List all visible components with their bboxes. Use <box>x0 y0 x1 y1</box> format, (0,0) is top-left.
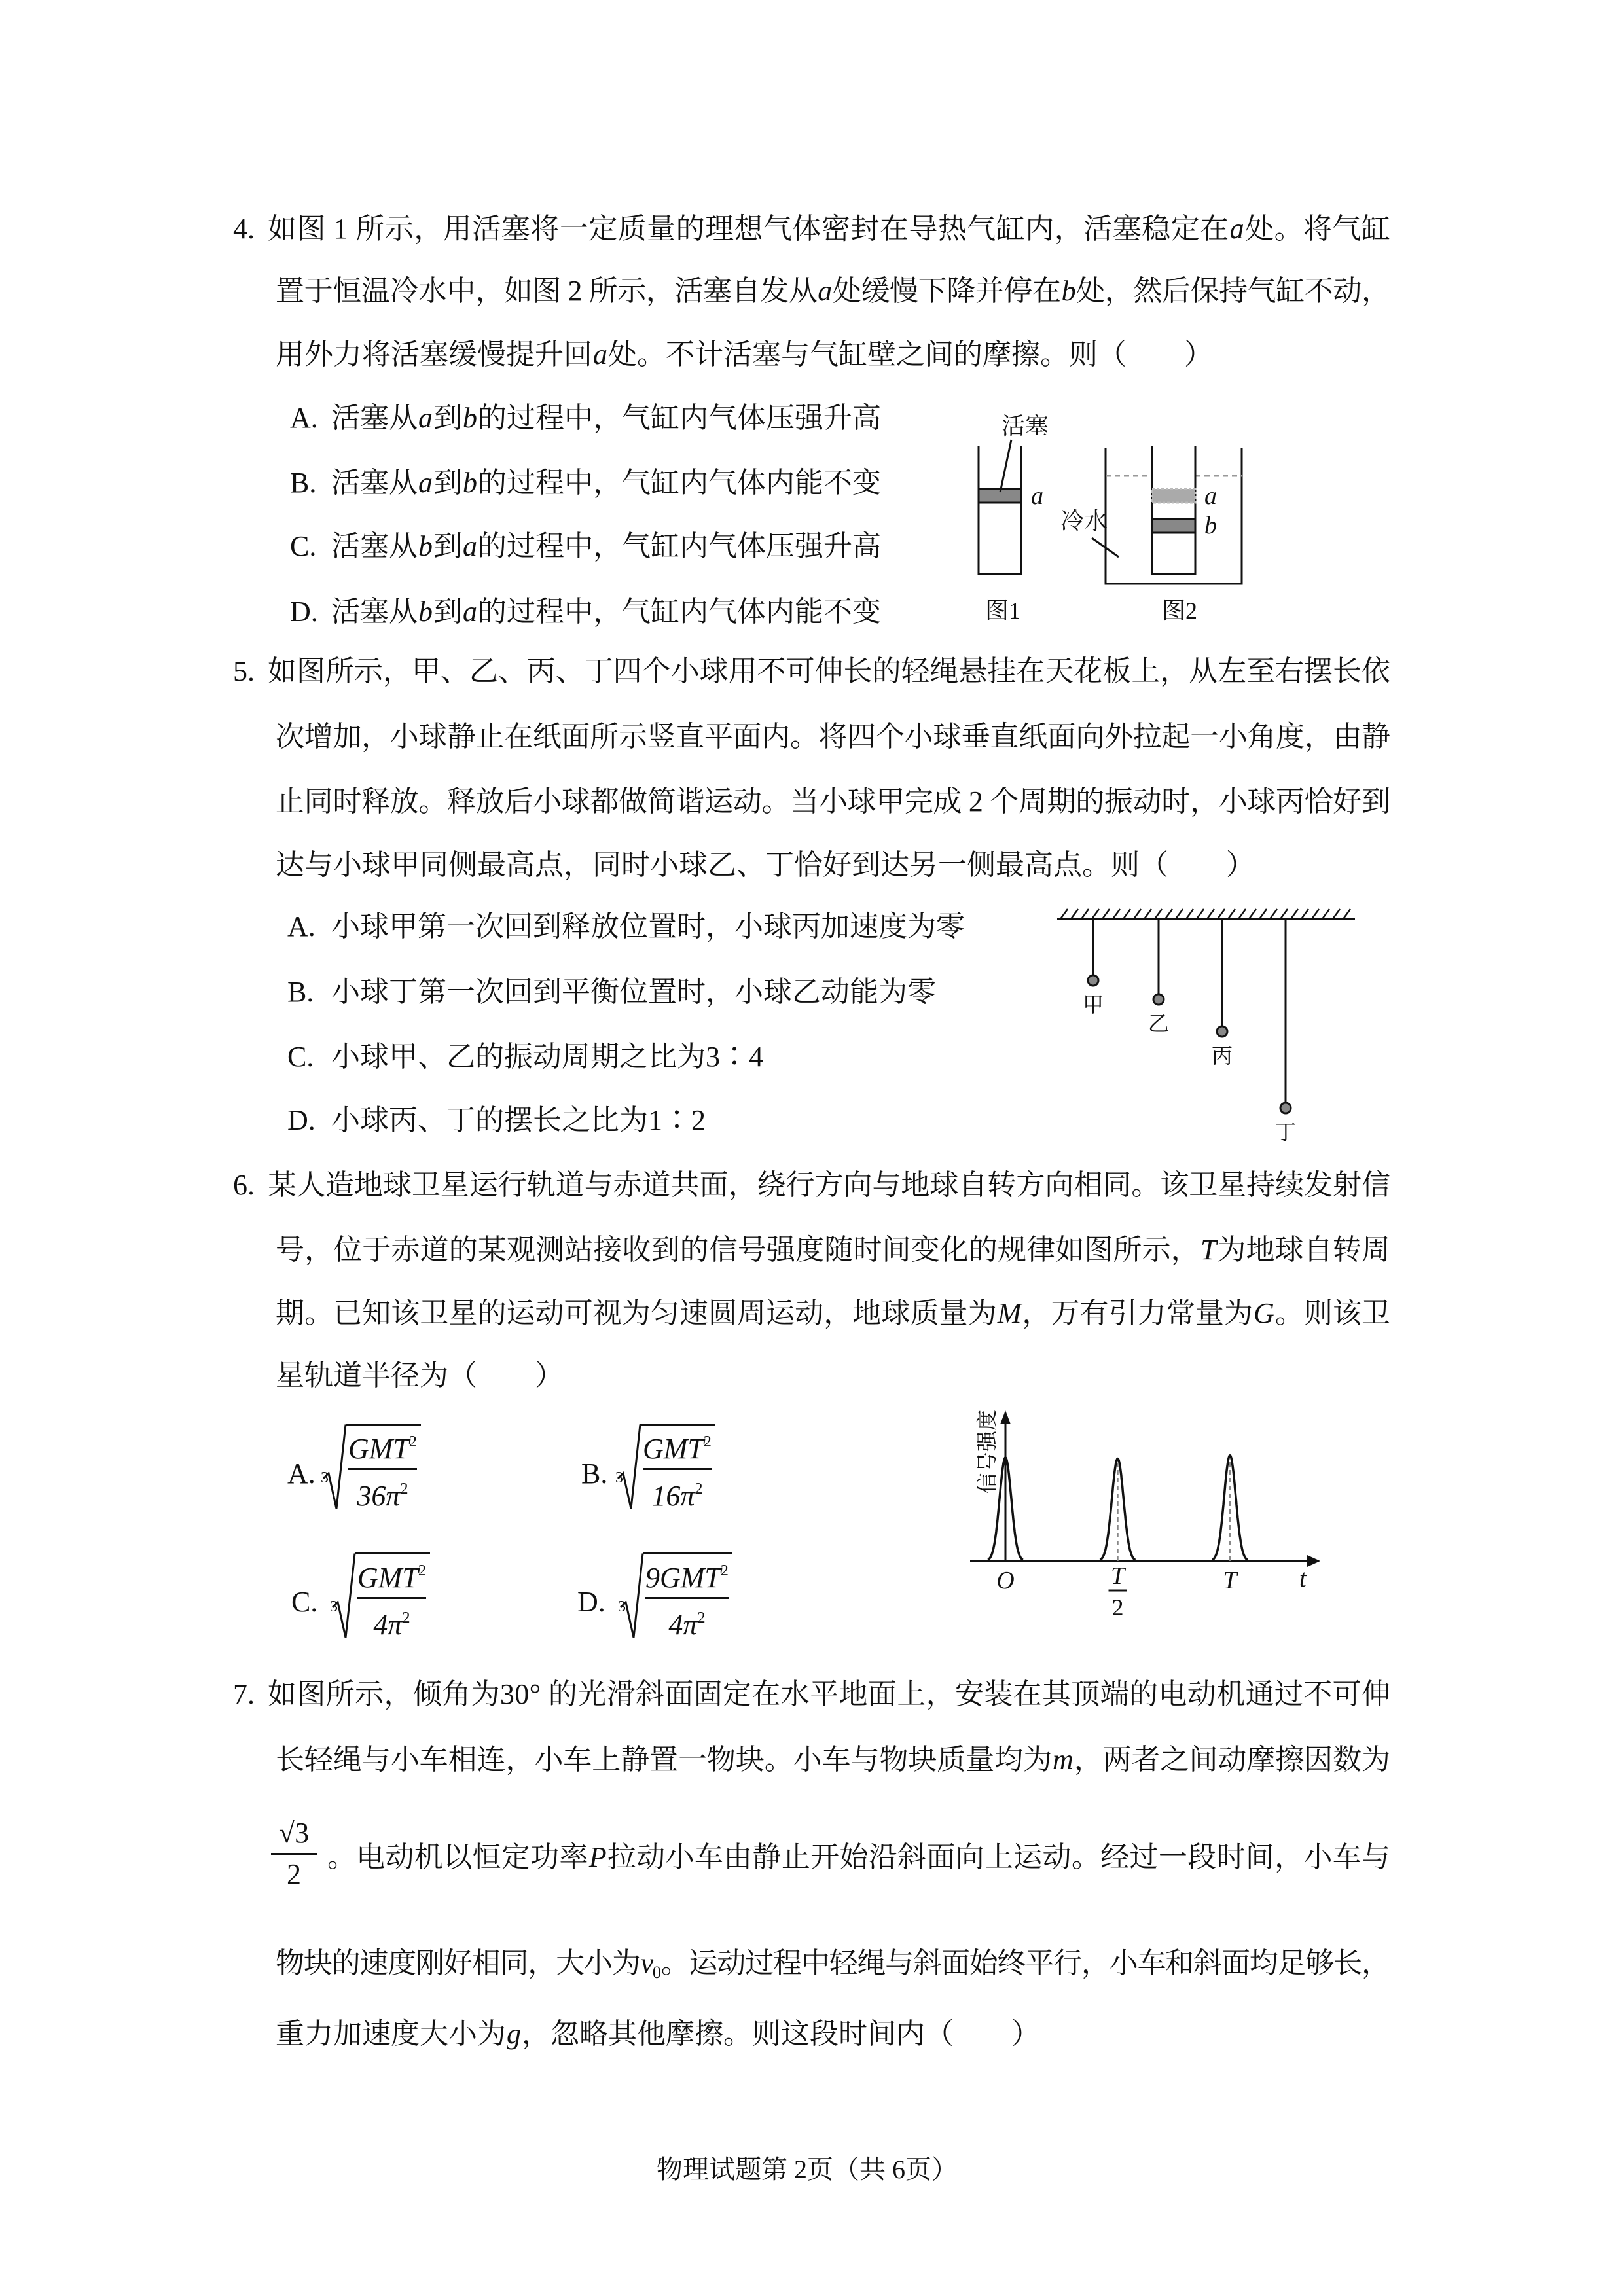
ceiling-hatch <box>1207 909 1214 919</box>
pendulum-ball <box>1280 1103 1291 1113</box>
x-tick-label-numerator: T <box>1110 1562 1125 1590</box>
text-run: 的过程中，气缸内气体压强升高 <box>478 530 881 562</box>
figure-1-caption: 图1 <box>985 598 1021 624</box>
math-variable: b <box>1061 275 1076 307</box>
x-tick-label-denominator: 2 <box>1111 1594 1124 1621</box>
position-b-label: b <box>1204 512 1217 539</box>
ceiling-hatch <box>1280 909 1288 919</box>
cold-water-label: 冷水 <box>1060 508 1108 534</box>
q6-option-b-label: B. <box>581 1458 608 1490</box>
math-variable: a <box>463 530 477 562</box>
math-variable: a <box>818 275 832 307</box>
signal-strength-chart <box>970 1410 1320 1621</box>
math-variable: a <box>418 402 433 434</box>
fraction-numerator: √3 <box>278 1817 310 1849</box>
text-run: 星轨道半径为（ ） <box>276 1359 564 1391</box>
cylinder-figure-1 <box>979 440 1021 574</box>
text-run: 处，然后保持气缸不动， <box>1076 275 1390 307</box>
text-run: 。电动机以恒定功率 <box>327 1841 588 1873</box>
math-variable: P <box>588 1841 607 1873</box>
text-run: 达与小球甲同侧最高点，同时小球乙、丁恰好到达另一侧最高点。则（ ） <box>276 849 1255 881</box>
ceiling-hatch <box>1102 909 1110 919</box>
text-run: ，两者之间动摩擦因数为 <box>1074 1744 1390 1776</box>
pendulum-ball <box>1088 975 1098 986</box>
pendulum-ball-label: 丙 <box>1212 1044 1233 1067</box>
text-run: 次增加，小球静止在纸面所示竖直平面内。将四个小球垂直纸面向外拉起一小角度，由静 <box>276 721 1390 753</box>
text-run: 到 <box>433 596 462 628</box>
ceiling-hatch <box>1218 909 1225 919</box>
text-run: 的过程中，气缸内气体内能不变 <box>478 467 881 499</box>
page-footer: 物理试题第 2页（共 6页） <box>657 2155 958 2184</box>
math-variable: b <box>463 402 477 434</box>
fraction-numerator: GMT$^2$ <box>357 1561 426 1594</box>
piston-label: 活塞 <box>1001 413 1049 439</box>
math-variable: T <box>1200 1234 1217 1266</box>
math-variable: g <box>507 2018 521 2050</box>
text-run: 如图 1 所示，用活塞将一定质量的理想气体密封在导热气缸内，活塞稳定在 <box>268 213 1229 245</box>
math-variable: m <box>1053 1744 1074 1776</box>
position-a-label: a <box>1031 482 1043 510</box>
ceiling-hatch <box>1113 909 1120 919</box>
piston-at-b <box>1152 519 1195 533</box>
text-run: 物块的速度刚好相同，大小为 <box>276 1947 640 1979</box>
x-tick-label: O <box>996 1567 1015 1594</box>
text-run: 的过程中，气缸内气体内能不变 <box>478 596 881 628</box>
text-run: 。则该卫 <box>1274 1297 1391 1329</box>
ceiling-hatch <box>1155 909 1162 919</box>
text-run: 期。已知该卫星的运动可视为匀速圆周运动，地球质量为 <box>276 1297 997 1329</box>
ceiling-hatch <box>1197 909 1204 919</box>
q5-option-b-label: B. <box>287 976 314 1008</box>
ceiling-hatch <box>1322 909 1329 919</box>
text-run: 活塞从 <box>331 402 418 434</box>
ceiling-hatch <box>1259 909 1267 919</box>
cylinder-figure-2 <box>1092 446 1242 584</box>
fraction-denominator: $16\pi^2$ <box>651 1479 703 1512</box>
text-run: 到 <box>433 530 462 562</box>
position-a-label: a <box>1204 482 1217 510</box>
text-run: 到 <box>433 467 462 499</box>
text-run: 拉动小车由静止开始沿斜面向上运动。经过一段时间，小车与 <box>607 1841 1391 1873</box>
radical-index: 3 <box>615 1469 623 1486</box>
math-variable: b <box>418 530 433 562</box>
math-variable: a <box>418 467 433 499</box>
text-run: 小球丙、丁的摆长之比为1∶2 <box>331 1104 706 1136</box>
text-run: 小球丁第一次回到平衡位置时，小球乙动能为零 <box>331 976 936 1008</box>
text-run: 重力加速度大小为 <box>276 2018 506 2050</box>
ceiling-hatch <box>1238 909 1246 919</box>
fraction-denominator: $4\pi^2$ <box>668 1608 706 1641</box>
ceiling-hatch <box>1333 909 1340 919</box>
text-run: 用外力将活塞缓慢提升回 <box>276 338 592 370</box>
water-container <box>1106 448 1242 584</box>
piston-initial-a <box>1152 489 1195 503</box>
cylinder-wall <box>979 446 1021 574</box>
math-variable: M <box>997 1297 1022 1329</box>
text-run: 活塞从 <box>331 467 418 499</box>
text-run: 处。不计活塞与气缸壁之间的摩擦。则（ ） <box>608 338 1213 370</box>
text-run: 为地球自转周 <box>1217 1234 1391 1266</box>
ceiling-hatch <box>1270 909 1277 919</box>
ceiling-hatch <box>1092 909 1099 919</box>
q5-option-a-label: A. <box>287 910 316 942</box>
ceiling-hatch <box>1060 909 1068 919</box>
ceiling-hatch <box>1144 909 1151 919</box>
text-run: 止同时释放。释放后小球都做简谐运动。当小球甲完成 2 个周期的振动时，小球丙恰好到 <box>276 785 1390 817</box>
text-run: 。运动过程中轻绳与斜面始终平行，小车和斜面均足够长， <box>660 1947 1390 1979</box>
q5-option-d-label: D. <box>287 1104 316 1136</box>
text-run: 到 <box>433 402 462 434</box>
text-run: 某人造地球卫星运行轨道与赤道共面，绕行方向与地球自转方向相同。该卫星持续发射信 <box>268 1169 1390 1201</box>
y-axis-arrow-icon <box>1000 1410 1011 1424</box>
text-run: 小球甲、乙的振动周期之比为3∶4 <box>331 1041 763 1073</box>
pendulum-ball-label: 甲 <box>1083 993 1104 1016</box>
math-variable: b <box>418 596 433 628</box>
radical-index: 3 <box>321 1469 329 1486</box>
text-run: 活塞从 <box>331 596 418 628</box>
pendulum-ball-label: 丁 <box>1275 1121 1297 1144</box>
fraction-denominator: $36\pi^2$ <box>357 1479 408 1512</box>
q6-option-a-label: A. <box>287 1458 316 1490</box>
q7-number: 7. <box>233 1678 255 1710</box>
fraction-numerator: 9GMT$^2$ <box>645 1561 729 1594</box>
math-variable: b <box>463 467 477 499</box>
ceiling-hatch <box>1228 909 1235 919</box>
fraction-denominator: $4\pi^2$ <box>373 1608 410 1641</box>
math-variable: a <box>463 596 477 628</box>
q4-option-d-label: D. <box>290 596 318 628</box>
text-run: 的过程中，气缸内气体压强升高 <box>478 402 881 434</box>
piston-leader-line <box>1000 440 1011 492</box>
x-axis-arrow-icon <box>1307 1555 1320 1567</box>
q4-option-a-label: A. <box>290 402 318 434</box>
fraction-numerator: GMT$^2$ <box>643 1432 712 1465</box>
ceiling-hatch <box>1312 909 1319 919</box>
q6-option-d-label: D. <box>577 1586 605 1618</box>
x-axis-label: t <box>1299 1565 1307 1592</box>
text-run: 处缓慢下降并停在 <box>832 275 1061 307</box>
ceiling-hatch <box>1301 909 1308 919</box>
q4-number: 4. <box>233 213 255 245</box>
fraction-numerator: GMT$^2$ <box>348 1432 417 1465</box>
ceiling-hatch <box>1071 909 1078 919</box>
ceiling-hatch <box>1291 909 1298 919</box>
math-variable: a <box>1229 213 1245 245</box>
text-run: 如图所示，倾角为30° 的光滑斜面固定在水平地面上，安装在其顶端的电动机通过不可伸 <box>268 1678 1391 1710</box>
ceiling-hatch <box>1134 909 1141 919</box>
text-run: ，忽略其他摩擦。则这段时间内（ ） <box>522 2018 1040 2050</box>
text-run: 置于恒温冷水中，如图 2 所示，活塞自发从 <box>276 275 818 307</box>
q6-option-c-label: C. <box>291 1586 318 1618</box>
figure-2-caption: 图2 <box>1162 598 1198 624</box>
cylinder-wall <box>1152 446 1195 574</box>
q5-option-c-label: C. <box>287 1041 314 1073</box>
x-tick-label: T <box>1223 1567 1237 1594</box>
fraction-denominator: 2 <box>287 1858 301 1890</box>
text-run: 处。将气缸 <box>1245 213 1391 245</box>
text-run: 活塞从 <box>331 530 418 562</box>
text-run: 号，位于赤道的某观测站接收到的信号强度随时间变化的规律如图所示， <box>276 1234 1200 1266</box>
q4-option-c-label: C. <box>290 530 317 562</box>
math-variable: a <box>593 338 607 370</box>
pendulum-ball-label: 乙 <box>1148 1012 1170 1035</box>
ceiling-hatch <box>1343 909 1350 919</box>
math-variable: G <box>1253 1297 1274 1329</box>
text-run: 长轻绳与小车相连，小车上静置一物块。小车与物块质量均为 <box>276 1744 1053 1776</box>
text-run: 如图所示，甲、乙、丙、丁四个小球用不可伸长的轻绳悬挂在天花板上，从左至右摆长依 <box>268 655 1390 687</box>
subscript: 0 <box>652 1963 660 1982</box>
pendulum-ball <box>1217 1026 1227 1037</box>
y-axis-label: 信号强度 <box>975 1409 999 1494</box>
ceiling-hatch <box>1186 909 1193 919</box>
pendulum-figure <box>1057 909 1355 1144</box>
radical-index: 3 <box>330 1598 338 1615</box>
ceiling-hatch <box>1176 909 1183 919</box>
q6-number: 6. <box>233 1169 255 1201</box>
q5-number: 5. <box>233 655 255 687</box>
ceiling-hatch <box>1081 909 1089 919</box>
math-variable: $v_0$ <box>640 1947 660 1982</box>
ceiling-hatch <box>1123 909 1130 919</box>
ceiling-hatch <box>1249 909 1256 919</box>
radical-index: 3 <box>618 1598 626 1615</box>
text-run: ，万有引力常量为 <box>1022 1297 1253 1329</box>
text-run: 小球甲第一次回到释放位置时，小球丙加速度为零 <box>331 910 965 942</box>
ceiling-hatch <box>1165 909 1172 919</box>
pendulum-ball <box>1153 994 1164 1005</box>
q4-option-b-label: B. <box>290 467 317 499</box>
